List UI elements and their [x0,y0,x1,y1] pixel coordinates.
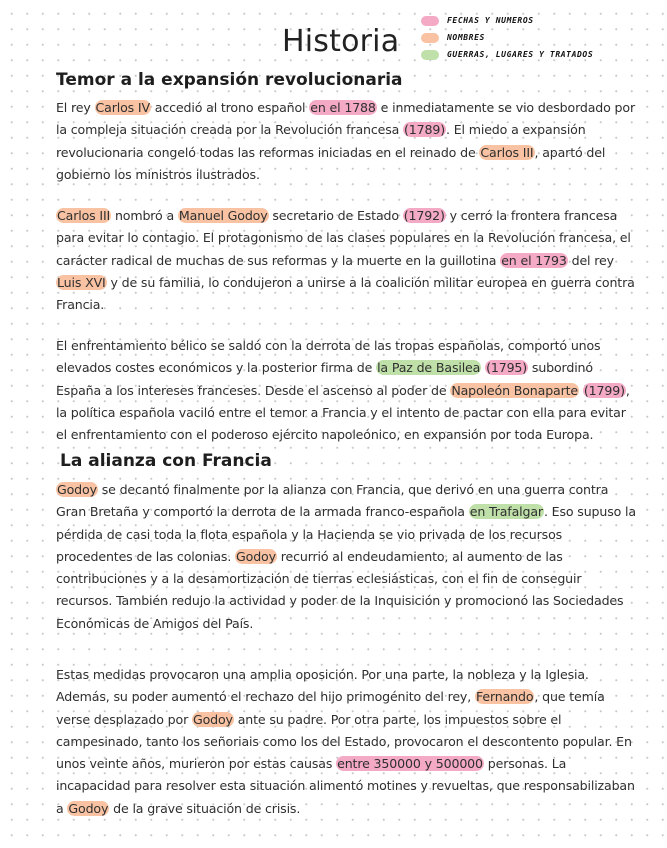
text-run: e inmediatamente se vio desbordado por la compleja situación creada por la Revolución francesa [56,100,635,138]
text-run: secretario de Estado [268,208,403,223]
highlight-legend [421,13,593,64]
highlight-name: Carlos IV [95,100,150,115]
legend-label: FECHAS Y NUMEROS [447,16,534,25]
paragraph [56,664,638,820]
highlight-name: Godoy [68,800,109,816]
text-run: , la política española vaciló entre el temor a Francia y el intento de pactar con ella para evitar el enfrentamiento con el poderoso ejército napoleónico, en expansión por toda Europa. [56,382,630,443]
legend-swatch-nombres [421,33,439,43]
text-run: nombró a [111,208,178,223]
highlight-date: (1789) [404,122,446,138]
highlight-date: (1799) [583,382,625,398]
text-run: El rey [56,100,95,115]
text-run: y de su familia, lo condujeron a unirse a la coalición militar europea en guerra contra Francia. [56,274,635,313]
highlight-name: Carlos III [57,208,111,223]
text-run: , apartó del gobierno los ministros ilustrados. [56,144,606,182]
highlight-place: en Trafalgar [469,504,543,520]
legend-item-nombres [421,30,593,45]
section-heading-alianza: La alianza con Francia [60,451,272,471]
highlight-name: Godoy [57,482,97,497]
text-run: . Eso supuso la pérdida de casi toda la flota española y la Hacienda se vio privada de los recursos procedentes de las colonias. [56,504,636,564]
text-run: accedió al trono español [150,100,310,115]
paragraph [56,205,638,316]
text-run: recurrió al endeudamiento, al aumento de las contribuciones y a la desamortización de tierras eclesiásticas, con el fin de conseguir recursos. También redujo la actividad y poder de la Inquisición y promocionó las Sociedades Económicas de Amigos del País. [56,548,624,631]
highlight-name: Luis XVI [57,274,106,290]
highlight-date: en el 1793 [501,252,567,268]
legend-item-fechas [421,13,593,28]
highlight-name: Manuel Godoy [178,208,268,223]
section-heading-temor: Temor a la expansión revolucionaria [56,70,403,90]
paragraph [56,97,638,186]
highlight-name: Godoy [236,548,276,564]
legend-item-lugares [421,47,593,62]
text-run: y cerró la frontera francesa para evitar lo contagio. El protagonismo de las clases populares en la Revolución francesa, el carácter radical de muchas de sus reformas y la muerte en la guillotina [56,208,631,268]
text-run: subordinó España a los intereses franceses. Desde el ascenso al poder de [56,360,593,398]
page-title: Historia [282,24,400,59]
legend-label: NOMBRES [447,33,485,42]
highlight-name: Napoleón Bonaparte [451,382,579,398]
text-run: Estas medidas provocaron una amplia oposición. Por una parte, la nobleza y la Iglesia. Además, su poder aumentó el rechazo del hijo primogénito del rey, [56,667,589,705]
highlight-name: Fernando [475,689,534,705]
text-run: se decantó finalmente por la alianza con Francia, que derivó en una guerra contra Gran Bretaña y comportó la derrota de la armada franco-española [56,482,609,520]
text-run: del rey [567,252,614,268]
text-run: . El miedo a expansión revolucionaria congeló todas las reformas iniciadas en el reinado de [56,122,586,160]
highlight-place: la Paz de Basilea [377,360,481,376]
text-run: personas. La incapacidad para resolver esta situación alimentó motines y revueltas, que responsabilizaban a [56,756,635,816]
text-run: El enfrentamiento bélico se saldó con la derrota de las tropas españolas, comportó unos elevados costes económicos y la posterior firma de [56,338,601,376]
legend-swatch-fechas [421,16,439,26]
legend-swatch-lugares [421,50,439,60]
text-run: , que temía verse desplazado por [56,689,605,727]
highlight-name: Carlos III [480,144,534,160]
highlight-name: Godoy [192,711,233,727]
highlight-date: (1792) [403,208,445,223]
highlight-date: en el 1788 [310,100,376,115]
highlight-date: (1795) [486,360,528,376]
text-run: de la grave situación de crisis. [109,800,301,816]
legend-label: GUERRAS, LUGARES Y TRATADOS [447,50,594,59]
paragraph [56,479,638,635]
text-run: ante su padre. Por otra parte, los impuestos sobre el campesinado, tanto los señoriais como los del Estado, provocaron el descontento popular. En unos veinte años, murieron por estas causas [56,711,632,772]
highlight-date: entre 350000 y 500000 [337,756,483,772]
paragraph [56,335,638,446]
